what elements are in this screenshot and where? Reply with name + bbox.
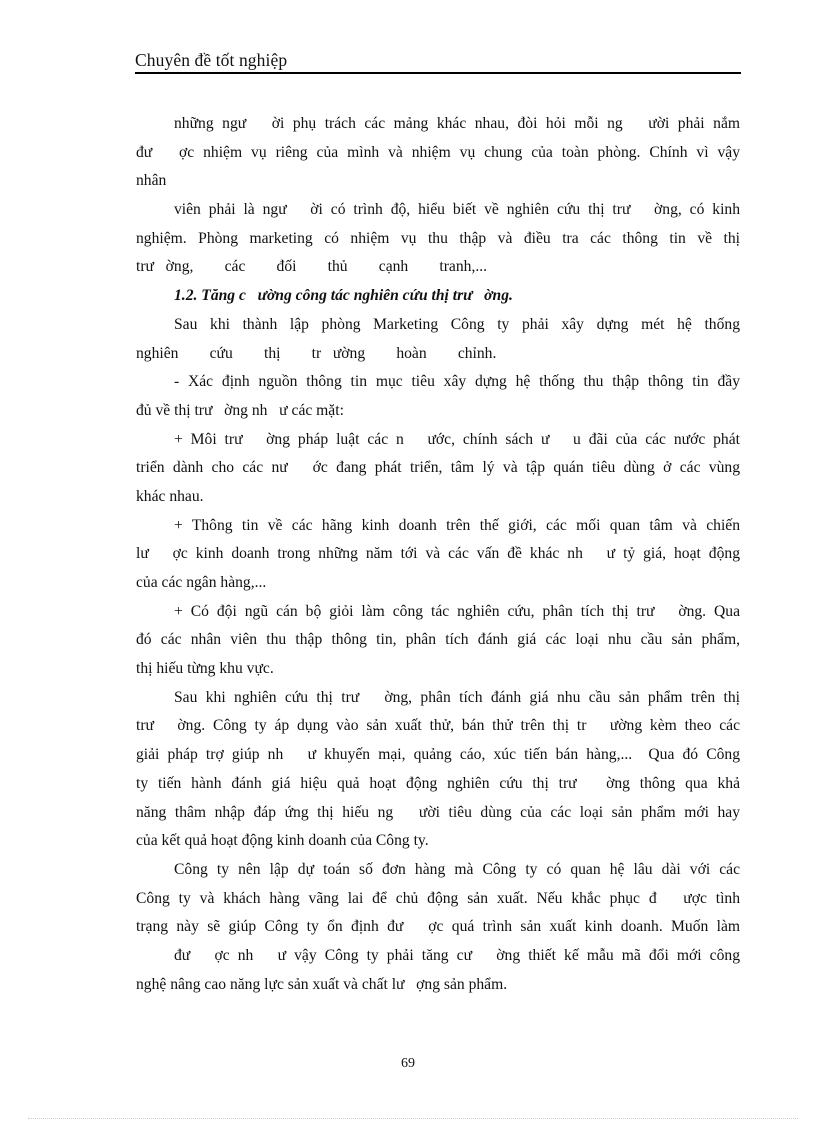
- text-line: lư ợc kinh doanh trong những năm tới và các vấn đề khác nh ư tỷ giá, hoạt động: [136, 545, 740, 563]
- page-header: [135, 46, 741, 74]
- text-line: + Thông tin về các hãng kinh doanh trên thế giới, các mối quan tâm và chiến: [174, 516, 740, 534]
- text-line: khác nhau.: [136, 487, 204, 505]
- text-line: Công ty nên lập dự toán số đơn hàng mà Công ty có quan hệ lâu dài với các: [174, 860, 740, 878]
- text-line: đó các nhân viên thu thập thông tin, phân tích đánh giá các loại nhu cầu sản phẩm,: [136, 631, 740, 649]
- text-line: ty tiến hành đánh giá hiệu quả hoạt động nghiên cứu thị trư ờng thông qua khả: [136, 774, 740, 792]
- text-line: + Môi trư ờng pháp luật các n ước, chính sách ư u đãi của các nước phát: [174, 430, 740, 448]
- section-heading: 1.2. Tăng c ường công tác nghiên cứu thị trư ờng.: [174, 287, 513, 305]
- page-number: 69: [401, 1056, 415, 1071]
- text-line: đư ợc nhiệm vụ riêng của mình và nhiệm vụ chung của toàn phòng. Chính vì vậy: [136, 143, 740, 161]
- text-line: trư ờng. Công ty áp dụng vào sản xuất thử, bán thử trên thị tr ường kèm theo các: [136, 717, 740, 735]
- text-line: - Xác định nguồn thông tin mục tiêu xây dựng hệ thống thu thập thông tin đầy: [174, 373, 740, 391]
- text-line: giải pháp trợ giúp nh ư khuyến mại, quảng cáo, xúc tiến bán hàng,... Qua đó Công: [136, 746, 740, 764]
- text-line: nhân: [136, 172, 167, 190]
- text-line: của các ngân hàng,...: [136, 574, 267, 591]
- text-line: nghiên cứu thị tr ường hoàn chỉnh.: [136, 344, 497, 362]
- text-line: những ngư ời phụ trách các mảng khác nhau, đòi hỏi mỗi ng ười phải nắm: [174, 115, 740, 132]
- text-line: viên phải là ngư ời có trình độ, hiểu biết về nghiên cứu thị trư ờng, có kinh: [174, 201, 740, 219]
- text-line: của kết quả hoạt động kinh doanh của Công ty.: [136, 832, 429, 850]
- text-line: đủ về thị trư ờng nh ư các mặt:: [136, 401, 344, 419]
- text-line: năng thâm nhập đáp ứng thị hiếu ng ười tiêu dùng của các loại sản phẩm mới hay: [136, 803, 740, 821]
- text-line: Sau khi nghiên cứu thị trư ờng, phân tích đánh giá nhu cầu sản phẩm trên thị: [174, 688, 740, 706]
- header-title: Chuyên đề tốt nghiệp: [135, 50, 288, 70]
- text-line: + Có đội ngũ cán bộ giỏi làm công tác nghiên cứu, phân tích thị trư ờng. Qua: [174, 602, 740, 620]
- text-line: nghệ nâng cao năng lực sản xuất và chất lư ợng sản phẩm.: [136, 975, 508, 993]
- text-line: thị hiếu từng khu vực.: [136, 660, 274, 678]
- page-bottom-divider: [28, 1118, 798, 1119]
- text-line: triển dành cho các nư ớc đang phát triển, tâm lý và tập quán tiêu dùng ở các vùng: [136, 459, 740, 477]
- text-line: đư ợc nh ư vậy Công ty phải tăng cư ờng thiết kế mẫu mã đổi mới công: [174, 946, 740, 964]
- text-line: trư ờng, các đối thủ cạnh tranh,...: [136, 258, 488, 276]
- text-line: trạng này sẽ giúp Công ty ổn định đư ợc quá trình sản xuất kinh doanh. Muốn làm: [136, 918, 740, 936]
- document-body: [136, 110, 740, 999]
- text-line: Công ty và khách hàng vãng lai để chủ động sản xuất. Nếu khắc phục đ ược tình: [136, 889, 740, 907]
- text-line: nghiệm. Phòng marketing có nhiệm vụ thu thập và điều tra các thông tin về thị: [136, 229, 740, 247]
- text-line: Sau khi thành lập phòng Marketing Công ty phải xây dựng mét hệ thống: [174, 315, 740, 333]
